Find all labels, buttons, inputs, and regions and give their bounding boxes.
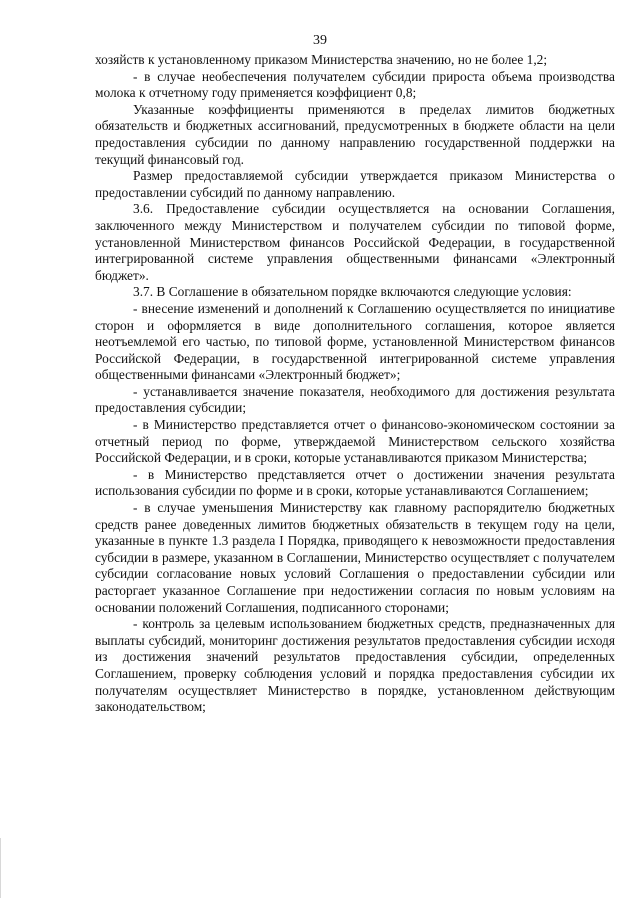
page-number: 39 bbox=[313, 33, 327, 48]
paragraph-section-3-7: 3.7. В Соглашение в обязательном порядке включаются следующие условия: bbox=[133, 284, 572, 300]
paragraph-amendments: - внесение изменений и дополнений к Соглашению осуществляется по инициативе сторон и оформляется в виде дополнительного соглашения, которое является неотъемлемой его частью, по типовой форме, установленной Министерством финансов Российской Федерации, в государственной интегрированной системе управления общественными финансами «Электронный бюджет»; bbox=[95, 300, 615, 383]
document-body bbox=[95, 52, 615, 716]
paragraph-coefficient-limits: Указанные коэффициенты применяются в пределах лимитов бюджетных обязательств и бюджетных ассигнований, предусмотренных в бюджете области на цели предоставления субсидии по данному направлению государственной поддержки на текущий финансовый год. bbox=[95, 101, 615, 167]
paragraph-continuation: хозяйств к установленному приказом Министерства значению, но не более 1,2; bbox=[95, 52, 548, 67]
paragraph-limit-reduction: - в случае уменьшения Министерству как главному распорядителю бюджетных средств ранее доведенных лимитов бюджетных обязательств в текущем году на цели, указанные в пункте 1.3 раздела I Порядка, приводящего к невозможности предоставления субсидии в размере, указанном в Соглашении, Министерство осуществляет с получателем субсидии согласование новых условий Соглашения о предоставлении субсидии или расторгает указанное Соглашение при недостижении согласия по новым условиям на основании положений Соглашения, подписанного сторонами; bbox=[95, 500, 615, 615]
paragraph-result-report: - в Министерство представляется отчет о достижении значения результата использования субсидии по форме и в сроки, которые устанавливаются Соглашением; bbox=[95, 466, 615, 499]
paragraph-control: - контроль за целевым использованием бюджетных средств, предназначенных для выплаты субсидий, мониторинг достижения результатов предоставления субсидии исходя из достижения значений результатов предоставления субсидии, определенных Соглашением, проверку соблюдения условий и порядка предоставления субсидии их получателям осуществляет Министерство в порядке, установленном действующим законодательством; bbox=[95, 616, 615, 715]
paragraph-financial-report: - в Министерство представляется отчет о финансово-экономическом состоянии за отчетный период по форме, утверждаемой Министерством сельского хозяйства Российской Федерации, и в сроки, которые устанавливаются приказом Министерства; bbox=[95, 417, 615, 466]
paragraph-section-3-6: 3.6. Предоставление субсидии осуществляется на основании Соглашения, заключенного между Министерством и получателем субсидии по типовой форме, установленной Министерством финансов Российской Федерации, в государственной интегрированной системе управления общественными финансами «Электронный бюджет». bbox=[95, 201, 615, 283]
paragraph-indicator: - устанавливается значение показателя, необходимого для достижения результата предоставления субсидии; bbox=[95, 383, 615, 416]
paragraph-milk-coefficient: - в случае необеспечения получателем субсидии прироста объема производства молока к отчетному году применяется коэффициент 0,8; bbox=[95, 68, 615, 101]
scan-edge-mark bbox=[0, 838, 1, 898]
paragraph-subsidy-amount: Размер предоставляемой субсидии утверждается приказом Министерства о предоставлении субсидий по данному направлению. bbox=[95, 168, 615, 200]
